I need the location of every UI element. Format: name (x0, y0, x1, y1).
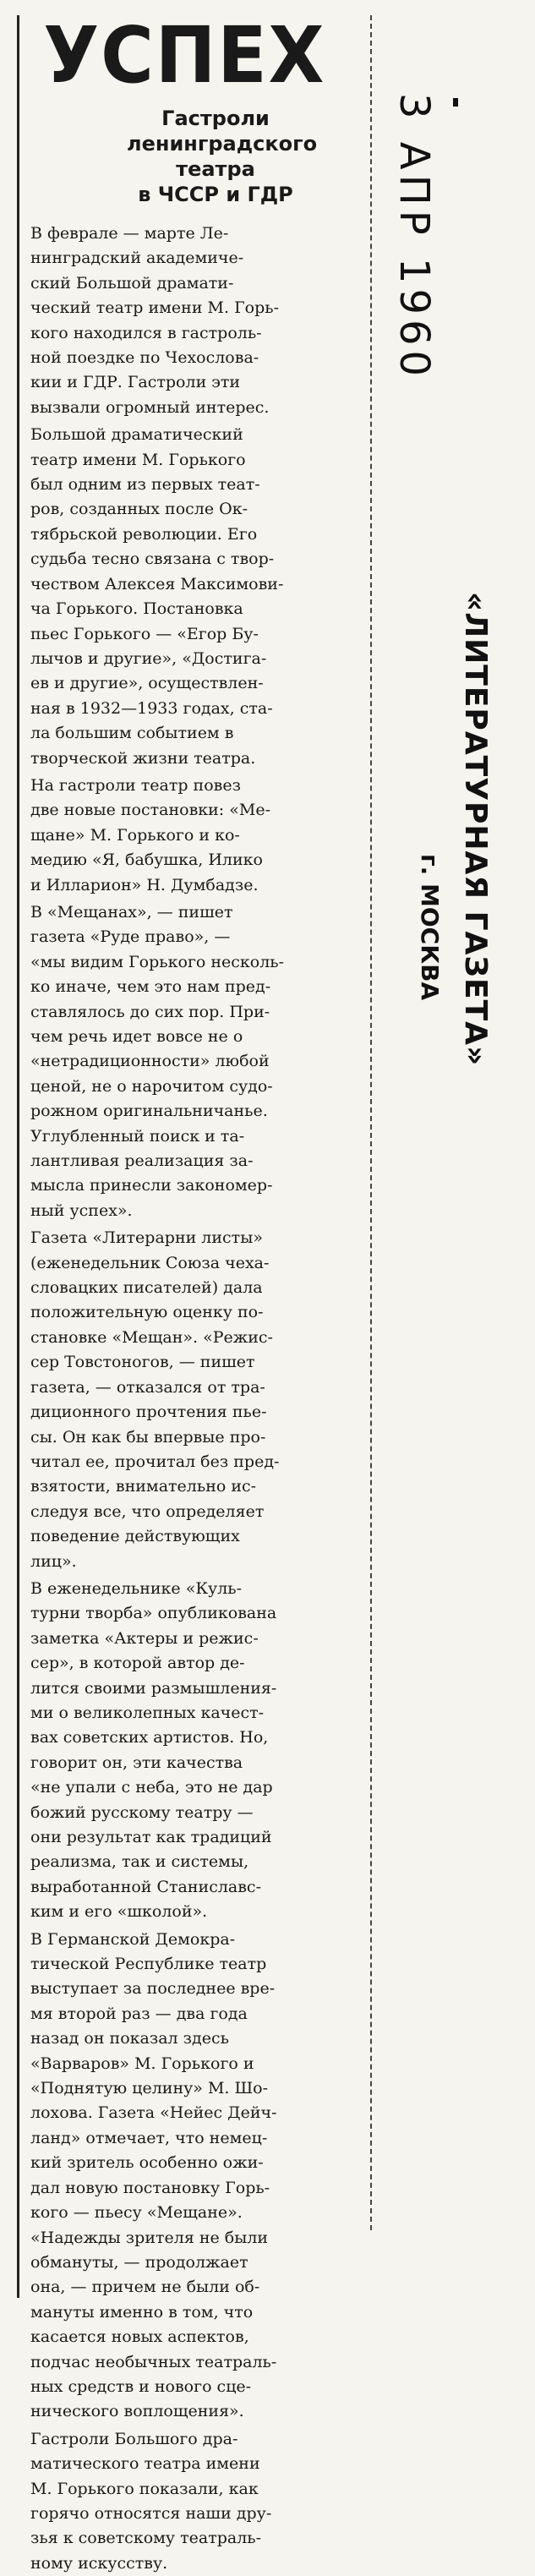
article-paragraph: Большой драматический театр имени М. Горького был одним из первых теат- ров, созданных после Ок- тябрьской революции. Его судьба тесно связана с твор- чеством Алексея Максимови- ча Горького. Постановка пьес Горького — «Егор Бу- лычов и другие», «Достига- ев и другие», осуществлен- ная в 1932—1933 годах, ста- ла большим событием в творческой жизни театра. (30, 425, 284, 768)
article-paragraph: На гастроли театр повез две новые постановки: «Ме- щане» М. Горького и ко- медию «Я, бабушка, Илико и Илларион» Н. Думбадзе. (30, 775, 270, 894)
article-body (30, 222, 368, 2576)
stamp-mark (453, 98, 458, 107)
article-headline: УСПЕХ (43, 10, 326, 101)
date-stamp: 3 АПР 1960 (390, 93, 438, 382)
article-paragraph: Гастроли Большого дра- матического театра имени М. Горького показали, как горячо относятся наши дру- зья к советскому театраль- ному искусству. (30, 2429, 272, 2573)
article-paragraph: В феврале — марте Ле- нинградский академиче- ский Большой драмати- ческий театр имени М. Горь- кого находился в гастроль- ной поездке по Чехослова- кии и ГДР. Гастроли эти вызвали огромный интерес. (30, 224, 280, 417)
article-paragraph: Газета «Литерарни листы» (еженедельник Союза чеха- словацких писателей) дала положительную оценку по- становке «Мещан». «Режис- сер Товстоногов, — пишет газета, — отказался от тра- диционного прочтения пье- сы. Он как бы впервые про- читал ее, прочитал без пред- взятости, внимательно ис- следуя все, что определяет поведение действующих лиц». (30, 1228, 280, 1571)
article-subhead: Гастроли ленинградского театра в ЧССР и ГДР (127, 107, 318, 206)
article-paragraph: В еженедельнике «Куль- турни творба» опубликована заметка «Актеры и режис- сер», в которой автор де- лится своими размышления- ми о великолепных качест- вах советских артистов. Но, говорит он, эти качества «не упали с неба, это не дар божий русскому театру — они результат как традиций реализма, так и системы, выработанной Станиславс- ким и его «школой». (30, 1578, 277, 1922)
source-stamp: «ЛИТЕРАТУРНАЯ ГАЗЕТА» (458, 592, 493, 1067)
city-stamp: г. МОСКВА (416, 854, 444, 1001)
clipping-cut-edge (370, 15, 372, 2230)
article-paragraph: В Германской Демокра- тической Республике театр выступает за последнее вре- мя второй раз — два года назад он показал здесь «Варваров» М. Горького и «Поднятую целину» М. Шо- лохова. Газета «Нейес Дейч- ланд» отмечает, что немец- кий зритель особенно ожи- дал новую постановку Горь- кого — пьесу «Мещане». «Надежды зрителя не были обмануты, — продолжает она, — причем не были об- мануты именно в том, что касается новых аспектов, подчас необычных театраль- ных средств и нового сце- нического воплощения». (30, 1929, 277, 2421)
article-paragraph: В «Мещанах», — пишет газета «Руде право», — «мы видим Горького несколь- ко иначе, чем это нам пред- ставлялось до сих пор. При- чем речь идет вовсе не о «нетрадиционности» любой ценой, не о нарочитом судо- рожном оригинальничанье. Углубленный поиск и та- лантливая реализация за- мысла принесли закономер- ный успех». (30, 902, 285, 1220)
